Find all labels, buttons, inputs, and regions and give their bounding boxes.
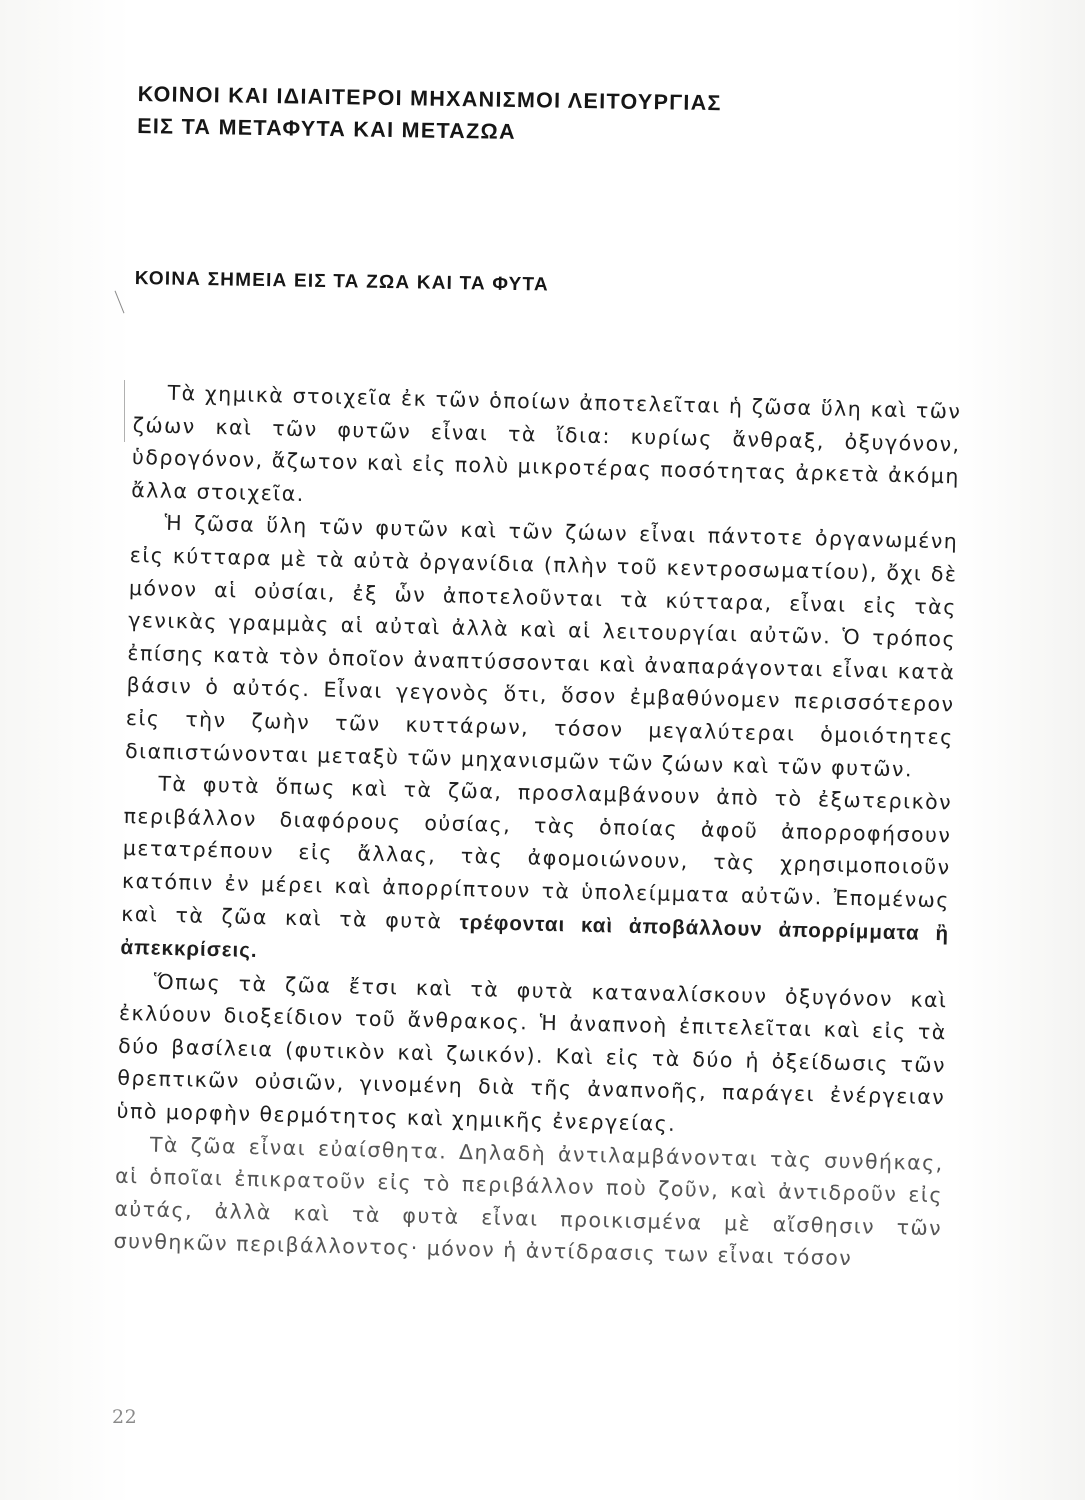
chapter-title-line-2: ΕΙΣ ΤΑ ΜΕΤΑΦΥΤΑ ΚΑΙ ΜΕΤΑΖΩΑ [137, 113, 517, 144]
section-heading: ΚΟΙΝΑ ΣΗΜΕΙΑ ΕΙΣ ΤΑ ΖΩΑ ΚΑΙ ΤΑ ΦΥΤΑ [134, 268, 550, 296]
paragraph-1: Τὰ χημικὰ στοιχεῖα ἐκ τῶν ὁποίων ἀποτελεῖται ἡ ζῶσα ὕλη καὶ τῶν ζώων καὶ τῶν φυτῶν εἶναι τὰ ἴδια: κυρίως ἄνθραξ, ὀξυγόνον, ὑδρογόνον, ἄζωτον καὶ εἰς πολὺ μικροτέρας ποσότητας ἀρκετὰ ἀκόμη ἄλλα στοιχεῖα. [131, 380, 962, 506]
paragraph-4: Ὅπως τὰ ζῶα ἔτσι καὶ τὰ φυτὰ καταναλίσκουν ὀξυγόνον καὶ ἐκλύουν διοξείδιον τοῦ ἄνθρακος. Ἡ ἀναπνοὴ ἐπιτελεῖται καὶ εἰς τὰ δύο βασίλεια (φυτικὸν καὶ ζωικόν). Καὶ εἰς τὰ δύο ἡ ὀξείδωσις τῶν θρεπτικῶν οὐσιῶν, γινομένη διὰ τῆς ἀναπνοῆς, παράγει ἐνέργειαν ὑπὸ μορφὴν θερμότητος καὶ χημικῆς ἐνεργείας. [116, 969, 948, 1137]
page-number: 22 [112, 1406, 138, 1428]
chapter-title-line-1: ΚΟΙΝΟΙ ΚΑΙ ΙΔΙΑΙΤΕΡΟΙ ΜΗΧΑΝΙΣΜΟΙ ΛΕΙΤΟΥΡΓΙΑΣ [137, 81, 722, 116]
chapter-title [137, 78, 898, 154]
paragraph-3-bold-text: τρέφονται καὶ ἀποβάλλουν ἀπορρίμματα ἢ ἀπεκκρίσεις. [120, 910, 950, 963]
paragraph-2: Ἡ ζῶσα ὕλη τῶν φυτῶν καὶ τῶν ζώων εἶναι πάντοτε ὀργανωμένη εἰς κύτταρα μὲ τὰ αὐτὰ ὀργανίδια (πλὴν τοῦ κεντροσωματίου), ὄχι δὲ μόνον αἱ οὐσίαι, ἐξ ὧν ἀποτελοῦνται τὰ κύτταρα, εἶναι εἰς τὰς γενικὰς γραμμὰς αἱ αὐταὶ ἀλλὰ καὶ αἱ λειτουργίαι αὐτῶν. Ὁ τρόπος ἐπίσης κατὰ τὸν ὁποῖον ἀναπτύσσονται καὶ ἀναπαράγονται εἶναι κατὰ βάσιν ὁ αὐτός. Εἶναι γεγονὸς ὅτι, ὅσον ἐμβαθύνομεν περισσότερον εἰς τὴν ζωὴν τῶν κυττάρων, τόσον μεγαλύτεραι ὁμοιότητες διαπιστώνονται μεταξὺ τῶν μηχανισμῶν τῶν ζώων καὶ τῶν φυτῶν. [124, 511, 959, 781]
paragraph-5: Τὰ ζῶα εἶναι εὐαίσθητα. Δηλαδὴ ἀντιλαμβάνονται τὰς συνθήκας, αἱ ὁποῖαι ἐπικρατοῦν εἰς τὸ περιβάλλον ποὺ ζοῦν, καὶ ἀντιδροῦν εἰς αὐτάς, ἀλλὰ καὶ τὰ φυτὰ εἶναι προικισμένα μὲ αἴσθησιν τῶν συνθηκῶν περιβάλλοντος· μόνον ἡ ἀντίδρασις των εἶναι τόσον [113, 1132, 944, 1271]
paragraph-3 [120, 767, 952, 984]
pencil-margin-mark [115, 291, 125, 314]
pencil-margin-line [124, 380, 125, 442]
body-text [113, 376, 962, 1277]
paragraph-3-text: Τὰ φυτὰ ὅπως καὶ τὰ ζῶα, προσλαμβάνουν ἀπὸ τὸ ἐξωτερικὸν περιβάλλον διαφόρους οὐσίας, τὰς ὁποίας ἀφοῦ ἀπορροφήσουν μετατρέπουν εἰς ἄλλας, τὰς ἀφομοιώνουν, τὰς χρησιμοποιοῦν κατόπιν ἐν μέρει καὶ ἀπορρίπτουν τὰ ὑπολείμματα αὐτῶν. Ἐπομένως καὶ τὰ ζῶα καὶ τὰ φυτὰ [121, 771, 953, 933]
